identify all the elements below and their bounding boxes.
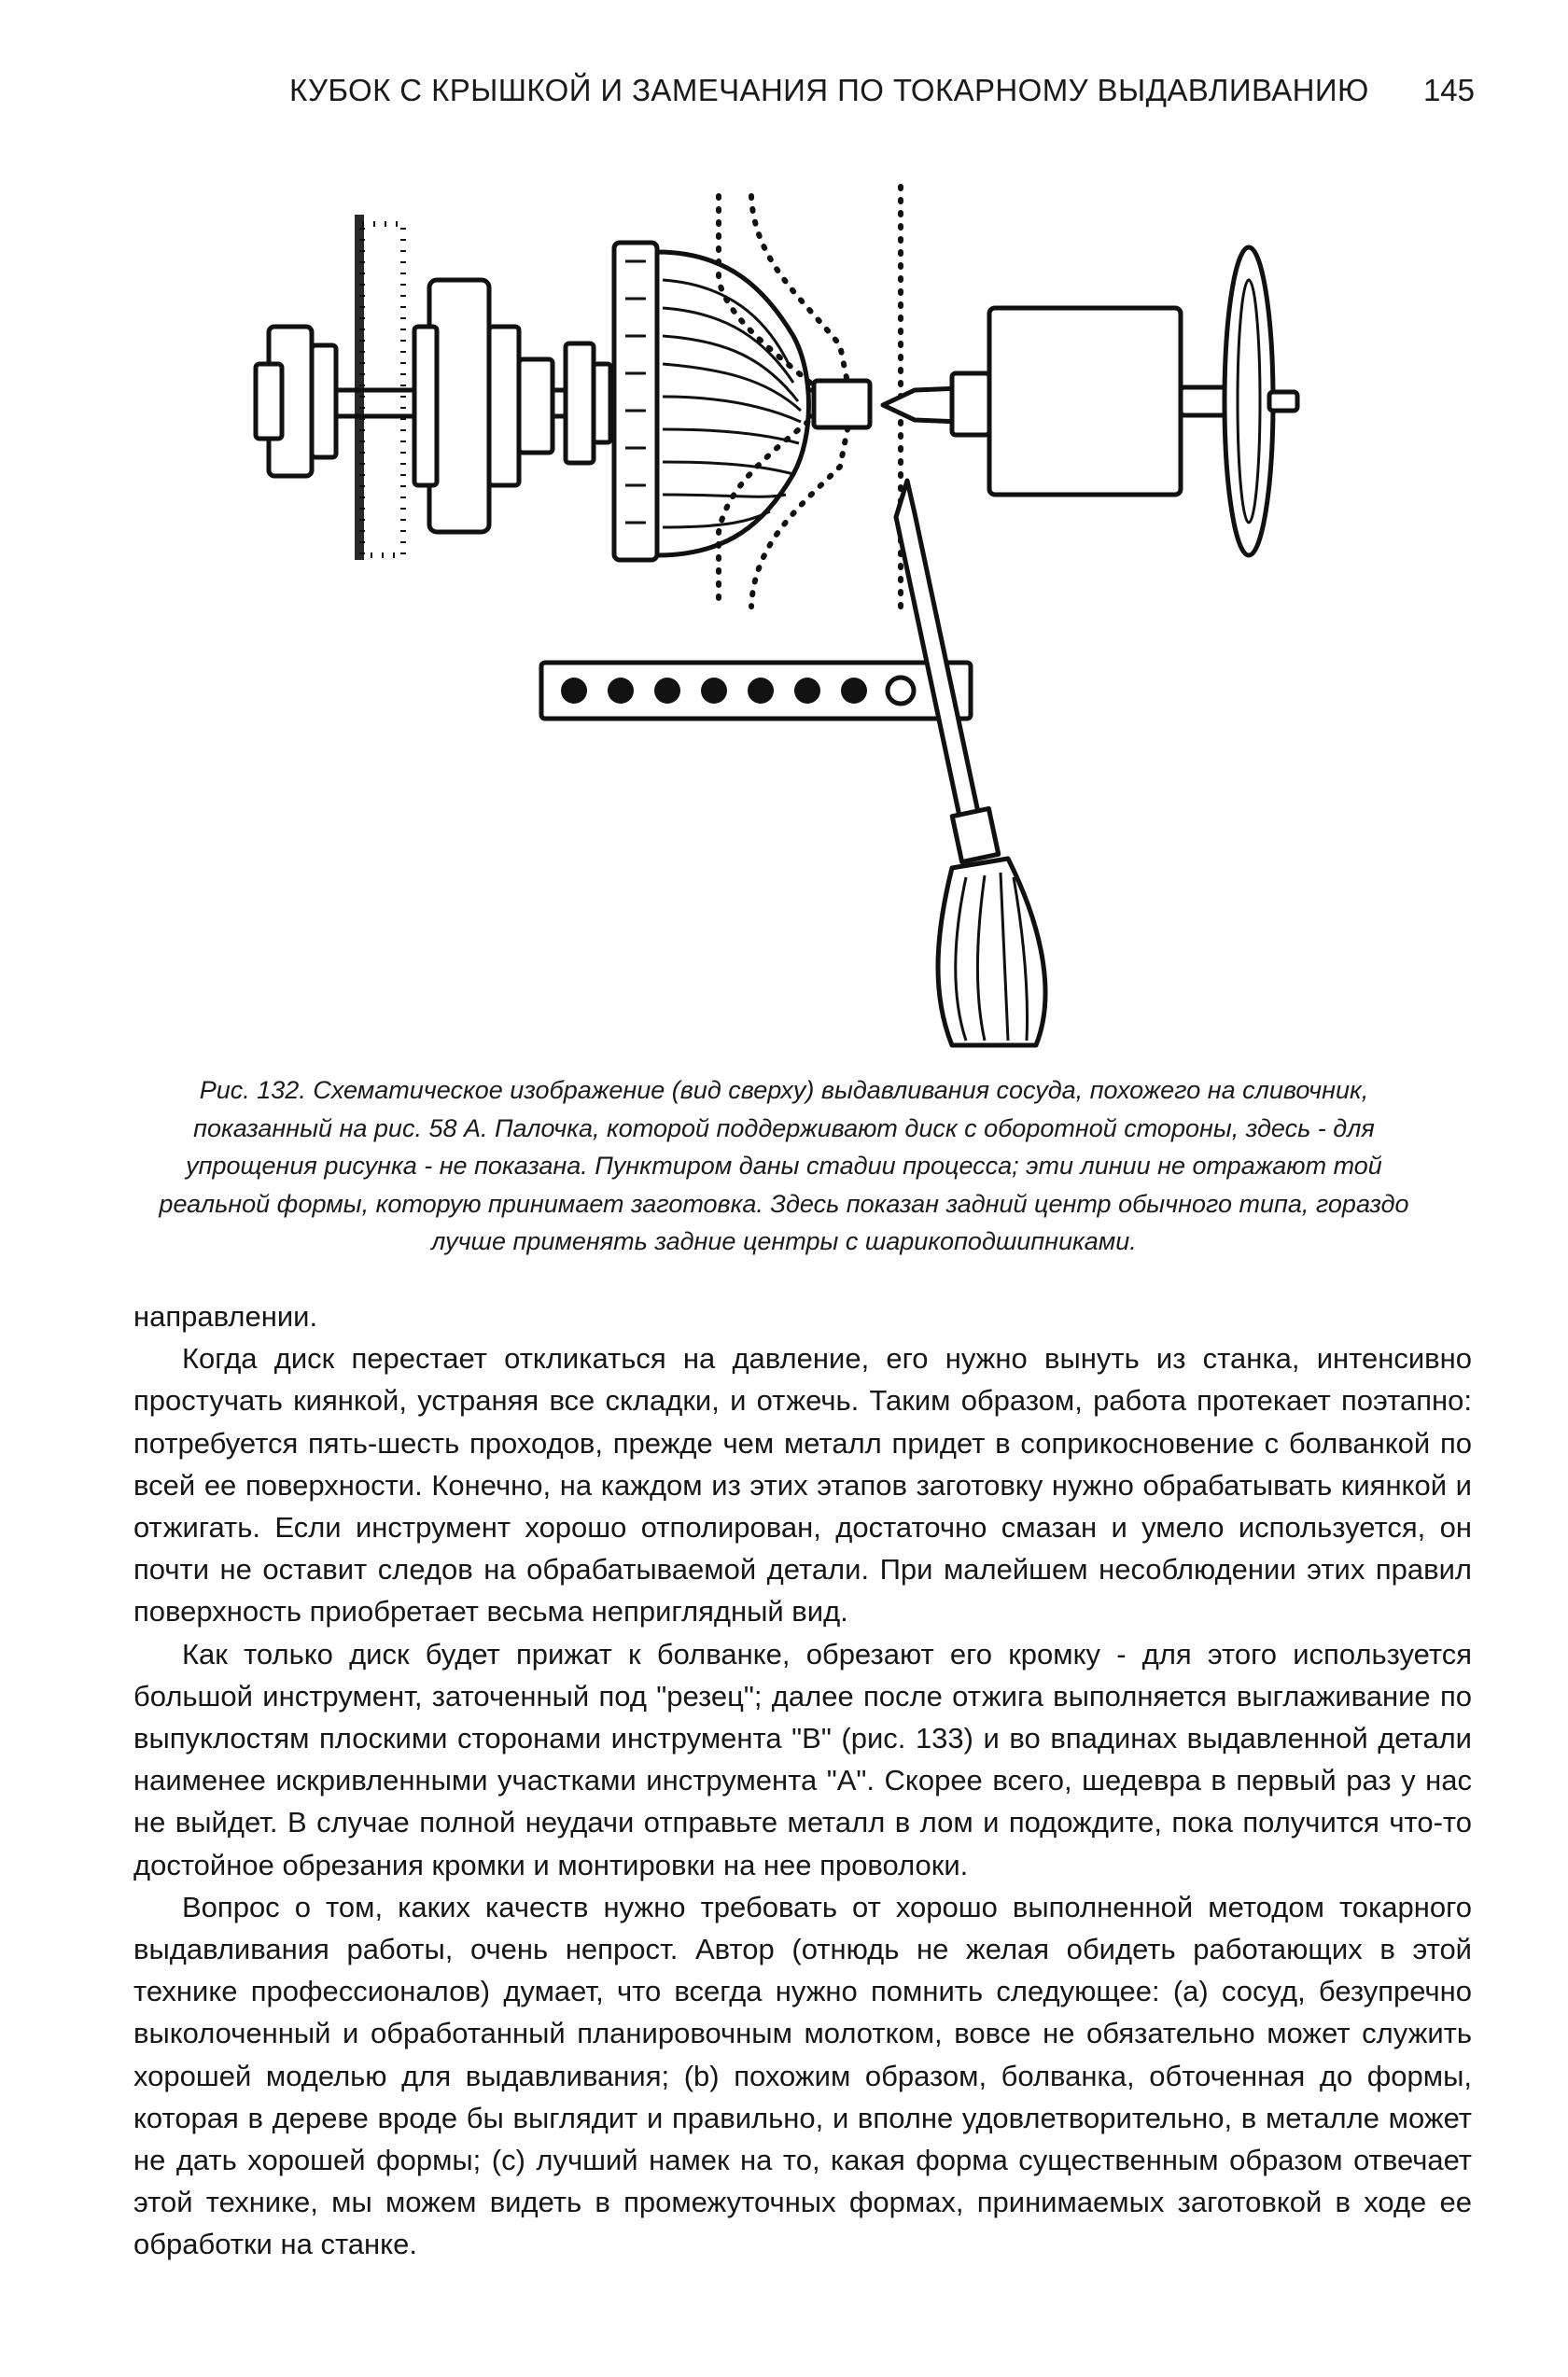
lathe-illustration — [243, 177, 1344, 1064]
running-title: КУБОК С КРЫШКОЙ И ЗАМЕЧАНИЯ ПО ТОКАРНОМУ ВЫДАВЛИВАНИЮ — [289, 73, 1369, 107]
lathe-spinning-figure — [243, 177, 1344, 1064]
paragraph: Когда диск перестает откликаться на давление, его нужно вынуть из станка, интенсивно простучать киянкой, устраняя все складки, и отжечь. Таким образом, работа протекает поэтапно: потребуется пять-шесть проходов, прежде чем металл придет в соприкосновение с болванкой по всей ее поверхности. Конечно, на каждом из этих этапов заготовку нужно обрабатывать киянкой и отжигать. Если инструмент хорошо отполирован, достаточно смазан и умело используется, он почти не оставит следов на обрабатываемой детали. При малейшем несоблюдении этих правил поверхность приобретает весьма неприглядный вид. — [133, 1342, 1472, 1629]
tailstock-handwheel — [1225, 247, 1273, 555]
tailstock-body — [989, 308, 1181, 495]
paragraph: направлении. — [133, 1300, 318, 1333]
figure-caption — [140, 1071, 1428, 1261]
page-number: 145 — [1422, 73, 1475, 107]
page-header — [0, 73, 1568, 119]
tool-handle — [938, 859, 1045, 1045]
paragraph: Вопрос о том, каких качеств нужно требовать от хорошо выполненной методом токарного выдавливания работы, очень непрост. Автор (отнюдь не желая обидеть работающих в этой технике профессионалов) думает, что всегда нужно помнить следующее: (а) сосуд, безупречно выколоченный и обработанный планировочным молотком, вовсе не обязательно может служить хорошей моделью для выдавливания; (b) похожим образом, болванка, обточенная до формы, которая в дереве вроде бы выглядит и правильно, и вполне удовлетворительно, в металле может не дать хорошей формы; (с) лучший намек на то, какая форма существенным образом отвечает этой технике, мы можем видеть в промежуточных формах, принимаемых заготовкой в ходе ее обработки на станке. — [133, 1890, 1472, 2261]
body-text — [133, 1295, 1472, 2266]
spinning-tool — [896, 481, 980, 825]
workpiece-center — [814, 381, 870, 427]
spinning-former — [657, 252, 809, 555]
caption-text: Рис. 132. Схематическое изображение (вид сверху) выдавливания сосуда, похожего на сливочник, показанный на рис. 58 А. Палочка, которой поддерживают диск с оборотной стороны, здесь - для упрощения рисунка - не показана. Пунктиром даны стадии процесса; эти линии не отражают той реальной формы, которую принимает заготовка. Здесь показан задний центр обычного типа, гораздо лучше применять задние центры с шарикоподшипниками. — [159, 1076, 1409, 1255]
paragraph: Как только диск будет прижат к болванке, обрезают его кромку - для этого используется большой инструмент, заточенный под "резец"; далее после отжига выполняется выглаживание по выпуклостям плоскими сторонами инструмента "В" (рис. 133) и во впадинах выдавленной детали наименее искривленными участками инструмента "А". Скорее всего, шедевра в первый раз у нас не выйдет. В случае полной неудачи отправьте металл в лом и подождите, пока получится что-то достойное обрезания кромки и монтировки на нее проволоки. — [133, 1637, 1472, 1881]
wood-chuck — [614, 243, 657, 560]
tailstock-center — [883, 388, 961, 422]
